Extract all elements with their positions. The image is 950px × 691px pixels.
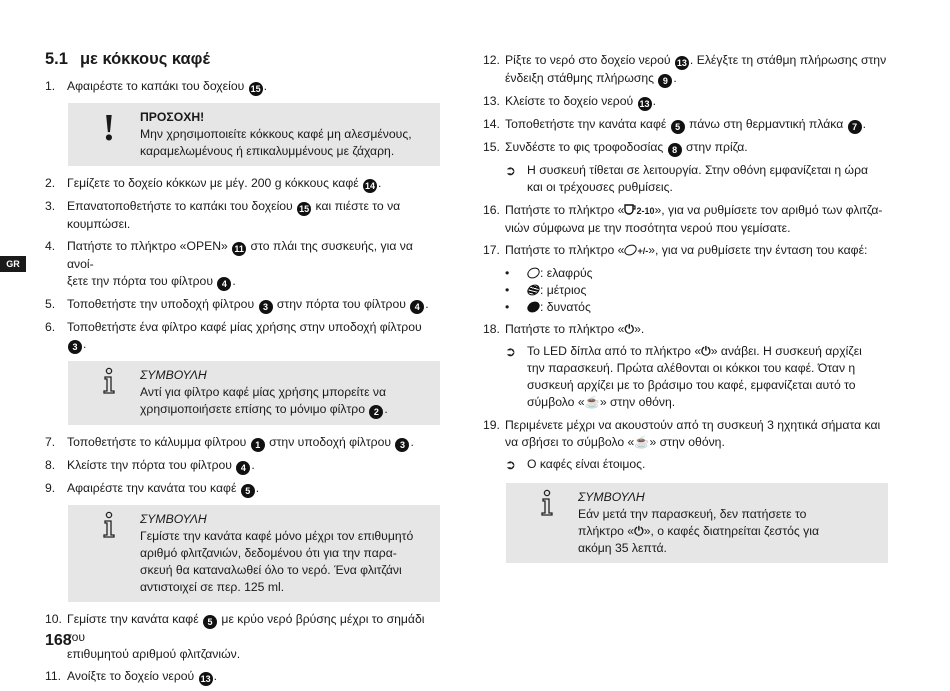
ref-badge: 4 xyxy=(410,300,424,314)
step-10: 10. Γεμίστε την κανάτα καφέ 5 με κρύο νερό βρύσης μέχρι το σημάδι του επιθυμητού αριθμού φλιτζανιών. xyxy=(45,612,425,661)
ref-badge: 5 xyxy=(203,615,217,629)
ref-badge: 13 xyxy=(639,99,650,109)
step-3: 3. Επανατοποθετήστε το καπάκι του δοχείου 15 και πιέστε το να κουμπώσει. xyxy=(45,199,401,231)
ref-badge: 7 xyxy=(848,120,862,134)
ref-badge: 3 xyxy=(395,438,409,452)
ref-badge: 14 xyxy=(365,181,376,191)
ref-badge: 4 xyxy=(217,277,231,291)
step-12: 12. Ρίξτε το νερό στο δοχείο νερού 13 . Ελέγξτε τη στάθμη πλήρωσης στην ένδειξη στάθμης πλήρωσης 9 . xyxy=(483,53,887,86)
step-17: 17. Πατήστε το πλήκτρο « +/-», για να ρυθμίσετε την ένταση του καφέ: xyxy=(483,243,868,257)
result-19: ➲ Ο καφές είναι έτοιμος. xyxy=(505,457,646,472)
brewing-icon: ☕ xyxy=(634,435,650,449)
result-18: ➲ Το LED δίπλα από το πλήκτρο «⏻» ανάβει. Η συσκευή αρχίζει την παρασκευή. Πρώτα αλέθονται οι κόκκοι του καφέ. Όταν η συσκευή αρχίζει με το βράσιμο του καφέ, εμφανίζεται αυτό το σύμβολο «☕» στην οθόνη. xyxy=(505,344,862,409)
strength-option-medium: • : μέτριος xyxy=(505,283,587,297)
step-7: 7. Τοποθετήστε το κάλυμμα φίλτρου 1 στην υποδοχή φίλτρου 3 . xyxy=(45,435,414,450)
section-heading xyxy=(45,50,440,69)
ref-badge: 8 xyxy=(668,143,682,157)
strength-label: +/- xyxy=(637,246,649,256)
exclamation-icon: ! xyxy=(102,107,116,149)
ref-badge: 15 xyxy=(250,84,261,94)
tip-box: ΣΥΜΒΟΥΛΗ Εάν μετά την παρασκευή, δεν πατήσετε το πλήκτρο «⏻», ο καφές διατηρείται ζεστός για ακόμη 35 λεπτά. xyxy=(506,483,888,563)
power-icon: ⏻ xyxy=(634,524,644,538)
step-15: 15. Συνδέστε το φις τροφοδοσίας 8 στην πρίζα. xyxy=(483,140,748,155)
step-14: 14. Τοποθετήστε την κανάτα καφέ 5 πάνω στη θερμαντική πλάκα 7 . xyxy=(483,117,867,132)
arrow-right-icon: ➲ xyxy=(505,457,516,472)
ref-badge: 11 xyxy=(232,242,246,256)
power-icon: ⏻ xyxy=(701,344,711,358)
step-16: 16. Πατήστε το πλήκτρο « 2-10», για να ρυθμίσετε τον αριθμό των φλιτζα- νιών σύμφωνα με την ποσότητα νερού που γεμίσατε. xyxy=(483,203,883,235)
cup-icon xyxy=(624,204,636,215)
strength-option-strong: • : δυνατός xyxy=(505,300,591,314)
strength-option-mild: • : ελαφρύς xyxy=(505,266,593,280)
section-title: με κόκκους καφέ xyxy=(79,50,210,68)
ref-badge: 3 xyxy=(68,340,82,354)
arrow-right-icon: ➲ xyxy=(505,163,516,178)
page-number: 168 xyxy=(45,632,72,649)
ref-badge: 1 xyxy=(251,438,265,452)
step-11: 11. Ανοίξτε το δοχείο νερού 13 . xyxy=(45,669,218,684)
brewing-icon: ☕ xyxy=(584,395,600,409)
warning-box: ! ΠΡΟΣΟΧΗ! Μην χρησιμοποιείτε κόκκους καφέ μη αλεσμένους, καραμελωμένους ή επικαλυμμένους με ζάχαρη. xyxy=(68,103,440,166)
ref-badge: 3 xyxy=(259,300,273,314)
tip-box: ΣΥΜΒΟΥΛΗ Γεμίστε την κανάτα καφέ μόνο μέχρι τον επιθυμητό αριθμό φλιτζανιών, δεδομένου ότι για την παρα- σκευή θα καταναλωθεί όλο το νερό. Ένα φλιτζάνι αντιστοιχεί σε περ. 125 ml. xyxy=(68,505,440,602)
cups-range-label: 2-10 xyxy=(636,206,655,216)
step-9: 9. Αφαιρέστε την κανάτα του καφέ 5 . xyxy=(45,481,260,496)
step-2: 2. Γεμίζετε το δοχείο κόκκων με μέγ. 200 g κόκκους καφέ 14 . xyxy=(45,176,382,191)
ref-badge: 5 xyxy=(241,484,255,498)
ref-badge: 15 xyxy=(299,204,310,214)
result-15: ➲ Η συσκευή τίθεται σε λειτουργία. Στην οθόνη εμφανίζεται η ώρα και οι τρέχουσες ρυθμίσεις. xyxy=(505,163,869,194)
step-1: 1. Αφαιρέστε το καπάκι του δοχείου 15 . xyxy=(45,79,268,94)
power-icon: ⏻ xyxy=(624,322,635,336)
ref-badge: 9 xyxy=(658,74,672,88)
right-column xyxy=(483,52,888,572)
ref-badge: 13 xyxy=(676,58,687,68)
tip-title: ΣΥΜΒΟΥΛΗ xyxy=(140,512,207,526)
tip-title: ΣΥΜΒΟΥΛΗ xyxy=(578,490,645,504)
section-number: 5.1 xyxy=(45,50,68,68)
step-5: 5. Τοποθετήστε την υποδοχή φίλτρου 3 στην πόρτα του φίλτρου 4 . xyxy=(45,297,429,312)
step-19: 19. Περιμένετε μέχρι να ακουστούν από τη συσκευή 3 ηχητικά σήματα και να σβήσει το σύμβολο «☕» στην οθόνη. xyxy=(483,418,881,449)
info-icon xyxy=(539,489,555,517)
ref-badge: 13 xyxy=(200,674,211,684)
warning-title: ΠΡΟΣΟΧΗ! xyxy=(140,110,205,124)
step-8: 8. Κλείστε την πόρτα του φίλτρου 4 . xyxy=(45,458,255,473)
info-icon xyxy=(101,367,117,395)
tip-title: ΣΥΜΒΟΥΛΗ xyxy=(140,368,207,382)
ref-badge: 2 xyxy=(369,405,383,419)
step-18: 18. Πατήστε το πλήκτρο «⏻». xyxy=(483,322,645,336)
info-icon xyxy=(101,511,117,539)
step-4: 4. Πατήστε το πλήκτρο «OPEN» 11 στο πλάι της συσκευής, για να ανοί- ξετε την πόρτα του φίλτρου 4 . xyxy=(45,239,413,289)
tip-box: ΣΥΜΒΟΥΛΗ Αντί για φίλτρο καφέ μίας χρήσης μπορείτε να χρησιμοποιήσετε επίσης το μόνιμο φίλτρο 2 . xyxy=(68,361,440,425)
language-tab: GR xyxy=(0,256,26,272)
ref-badge: 5 xyxy=(671,120,685,134)
step-6: 6. Τοποθετήστε ένα φίλτρο καφέ μίας χρήσης στην υποδοχή φίλτρου 3 . xyxy=(45,320,422,352)
ref-badge: 4 xyxy=(236,461,250,475)
step-13: 13. Κλείστε το δοχείο νερού 13 . xyxy=(483,94,656,109)
arrow-right-icon: ➲ xyxy=(505,344,516,359)
left-column xyxy=(45,50,440,691)
